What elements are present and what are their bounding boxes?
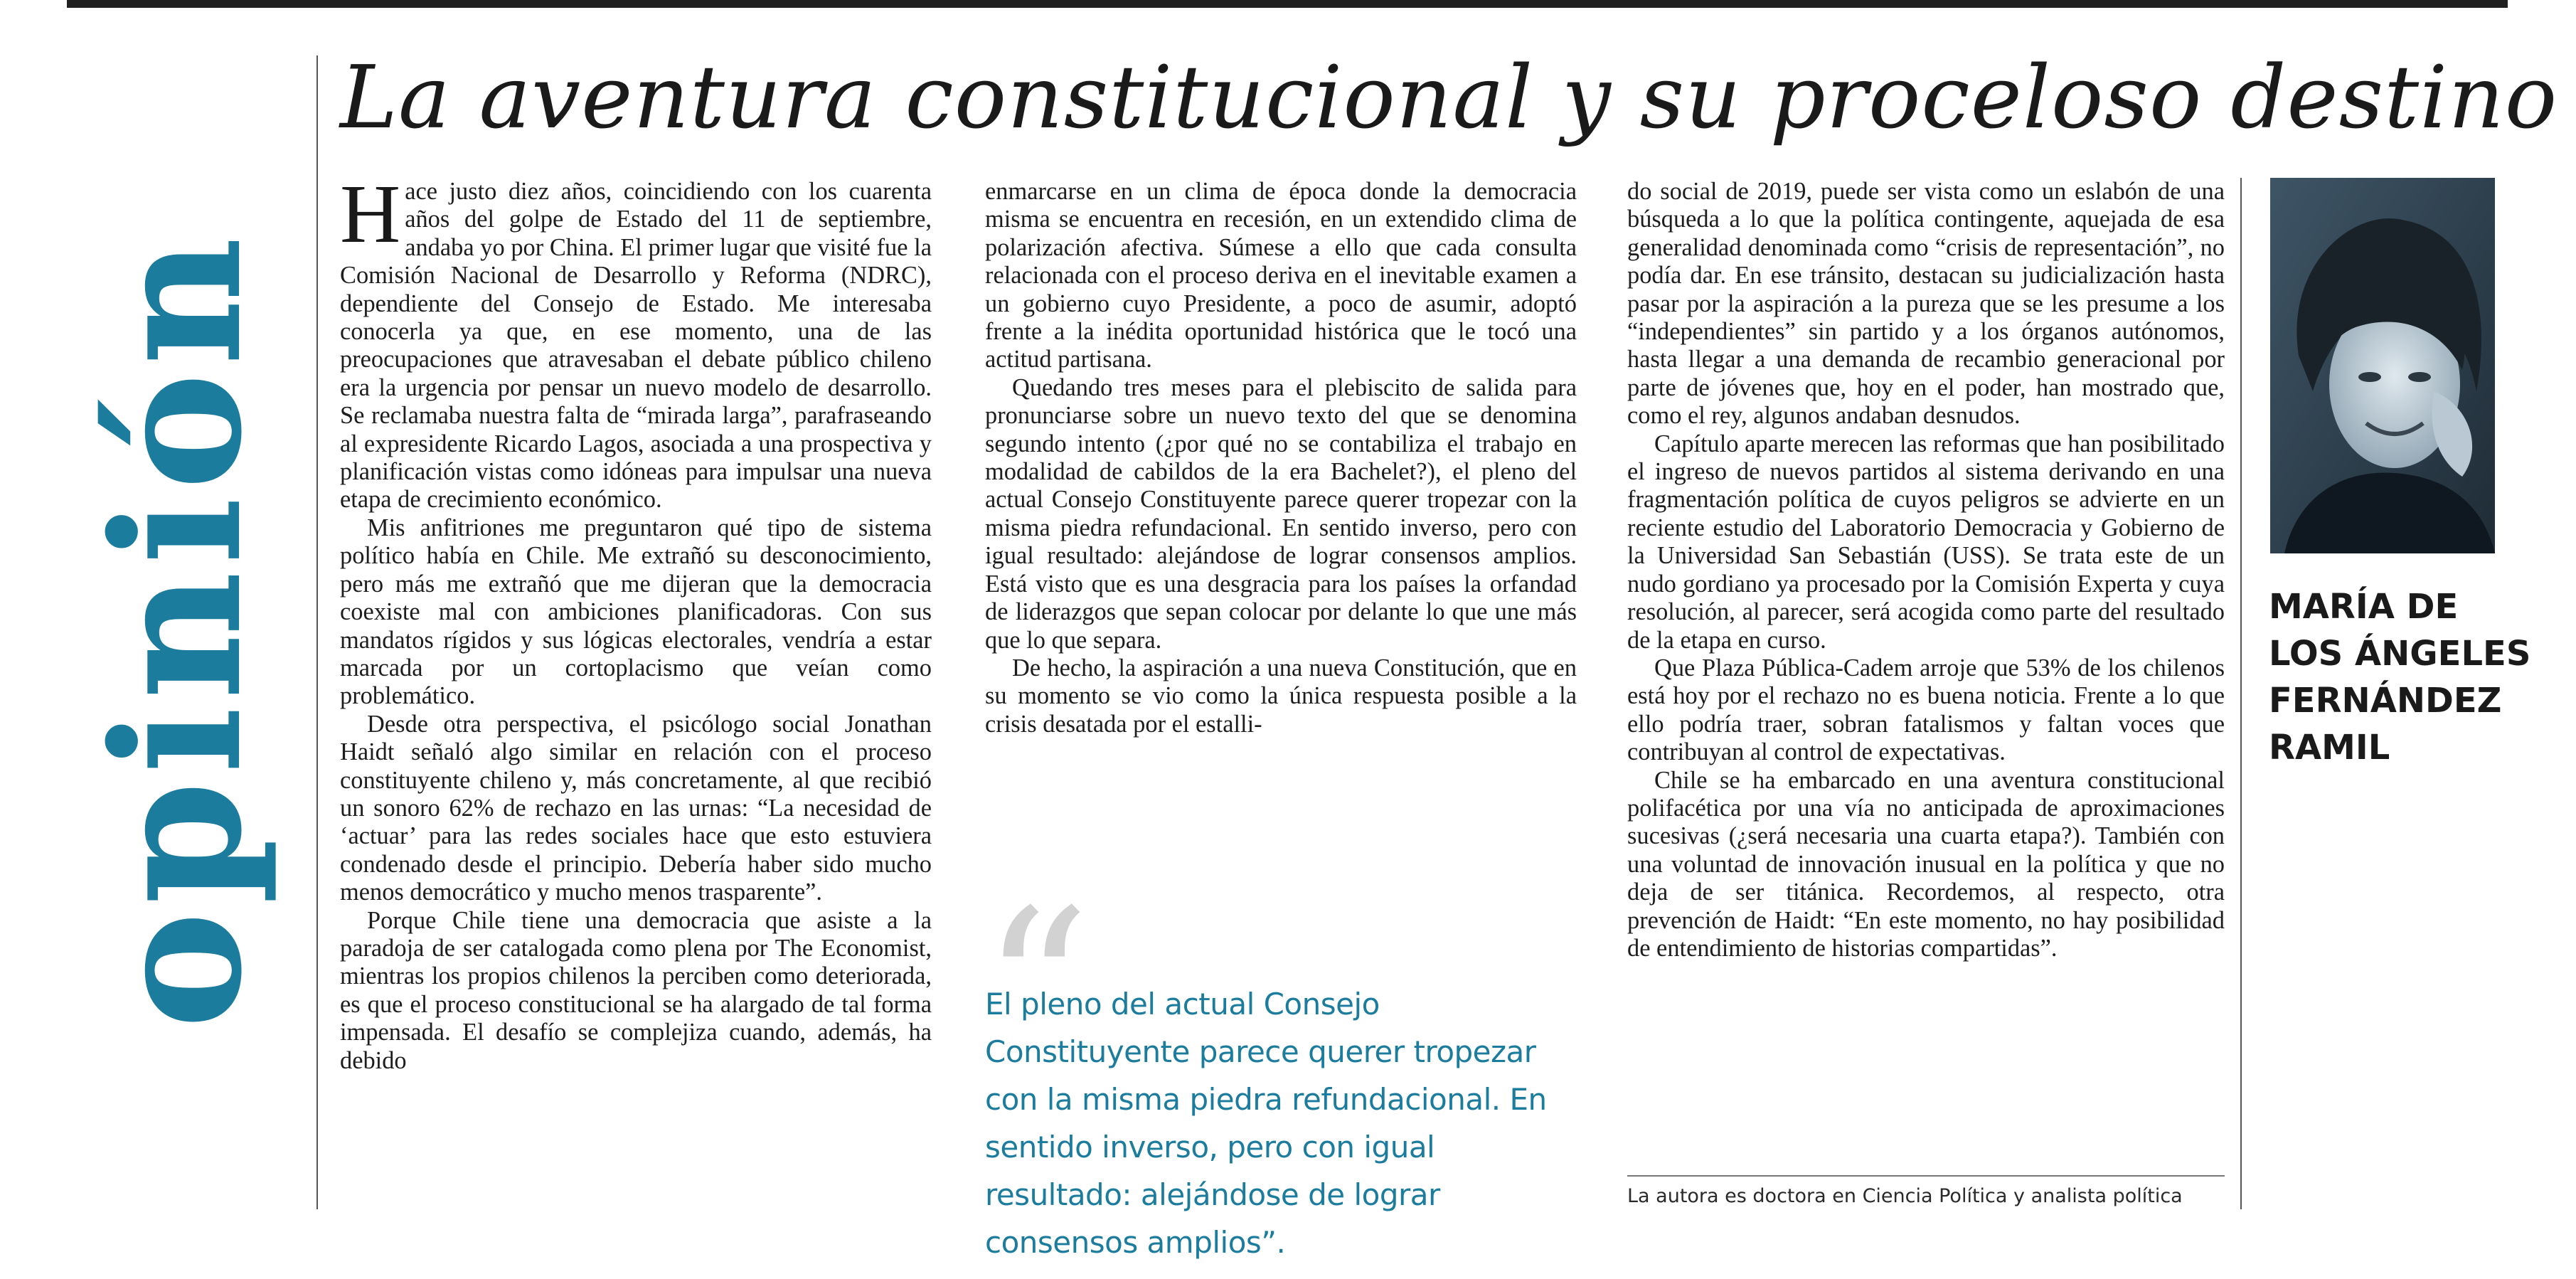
author-name-line: LOS ÁNGELES [2269, 634, 2531, 674]
article-paragraph: Porque Chile tiene una democracia que asiste a la paradoja de ser catalogada como plena por The Economist, mientras los propios chilenos la perciben como deteriorada, es que el proceso constitucional se ha alargado de tal forma impensada. El desafío se complejiza cuando, además, ha debido [340, 906, 932, 1074]
article-paragraph: Quedando tres meses para el plebiscito de salida para pronunciarse sobre un nuevo texto del que se denomina segundo intento (¿por qué no se contabiliza el trabajo en modalidad de cabildos de la era Bachelet?), el pleno del actual Consejo Constituyente parece querer tropezar con la misma piedra refundacional. En sentido inverso, pero con igual resultado: alejándose de lograr consensos amplios. Está visto que es una desgracia para los países la orfandad de liderazgos que sepan colocar por delante lo que une más que lo que separa. [985, 373, 1577, 654]
section-label: opinión [74, 230, 281, 1029]
article-paragraph: Mis anfitriones me preguntaron qué tipo de sistema político había en Chile. Me extrañó su desconocimiento, pero más me extrañó que me dijeran que la democracia coexiste mal con ambiciones planificadoras. Con sus mandatos rígidos y sus lógicas electorales, vendría a estar marcada por un cortoplacismo que veían como problemático. [340, 514, 932, 710]
drop-cap: H [340, 167, 401, 260]
article-paragraph: Que Plaza Pública-Cadem arroje que 53% de los chilenos está hoy por el rechazo no es buena noticia. Frente a lo que ello podría traer, sobran fatalismos y faltan voces que contribuyan al control de expectativas. [1627, 654, 2225, 766]
article-paragraph: De hecho, la aspiración a una nueva Constitución, que en su momento se vio como la única respuesta posible a la crisis desatada por el estalli- [985, 654, 1577, 738]
top-rule [67, 0, 2508, 8]
author-portrait-icon [2270, 178, 2495, 553]
author-photo [2270, 178, 2495, 553]
author-name-line: RAMIL [2269, 728, 2390, 768]
section-label-container [74, 53, 281, 1206]
article-paragraph: Chile se ha embarcado en una aventura constitucional polifacética por una vía no anticipada de aproximaciones sucesivas (¿será necesaria una cuarta etapa?). También con una voluntad de innovación inusual en la política y que no deja de ser titánica. Recordemos, al respecto, otra prevención de Haidt: “En este momento, no hay posibilidad de entendimiento de historias compartidas”. [1627, 766, 2225, 962]
article-paragraph: Hace justo diez años, coincidiendo con los cuarenta años del golpe de Estado del 11 de septiembre, andaba yo por China. El primer lugar que visité fue la Comisión Nacional de Desarrollo y Reforma (NDRC), dependiente del Consejo de Estado. Me interesaba conocerla ya que, en ese momento, una de las preocupaciones que atravesaban el debate público chileno era la urgencia por pensar un nuevo modelo de desarrollo. Se reclamaba nuestra falta de “mirada larga”, parafraseando al expresidente Ricardo Lagos, asociada a una prospectiva y planificación vistas como idóneas para impulsar una nueva etapa de crecimiento económico. [340, 167, 932, 514]
article-column-1 [340, 167, 932, 1075]
footnote-rule [1627, 1175, 2225, 1177]
article-paragraph: Desde otra perspectiva, el psicólogo social Jonathan Haidt señaló algo similar en relación con el proceso constituyente chileno y, más concretamente, al que recibió un sonoro 62% de rechazo en las urnas: “La necesidad de ‘actuar’ para las redes sociales hace que esto estuviera condenado desde el principio. Debería haber sido mucho menos democrático y mucho menos trasparente”. [340, 710, 932, 906]
author-name-line: FERNÁNDEZ [2269, 681, 2502, 721]
pullquote-mark-icon: “ [981, 864, 1091, 1113]
article-paragraph: enmarcarse en un clima de época donde la democracia misma se encuentra en recesión, en un extendido clima de polarización afectiva. Súmese a ello que cada consulta relacionada con el proceso deriva en el inevitable examen a un gobierno cuyo Presidente, a poco de asumir, adoptó frente a la inédita oportunidad histórica que le tocó una actitud partisana. [985, 178, 1577, 373]
article-paragraph: do social de 2019, puede ser vista como un eslabón de una búsqueda a lo que la política contingente, aquejada de esa generalidad denominada como “crisis de representación”, no podía dar. En ese tránsito, destacan su judicialización hasta pasar por la aspiración a la pureza que se les presume a los “independientes” sin partido y a los órganos autónomos, hasta llegar a una demanda de recambio generacional por parte de jóvenes que, hoy en el poder, han mostrado que, como el rey, algunos andaban desnudos. [1627, 178, 2225, 430]
section-divider [316, 55, 318, 1209]
column-divider [2240, 178, 2242, 1209]
article-column-3 [1627, 178, 2225, 962]
pullquote: El pleno del actual Consejo Constituyente parece querer tropezar con la misma piedra refundacional. En sentido inverso, pero con igual resultado: alejándose de lograr consensos amplios”. [985, 987, 1547, 1260]
article-column-2 [985, 178, 1577, 738]
article-paragraph: Capítulo aparte merecen las reformas que han posibilitado el ingreso de nuevos partidos al sistema derivando en una fragmentación política de cuyos peligros se advierte en un reciente estudio del Laboratorio Democracia y Gobierno de la Universidad San Sebastián (USS). Se trata este de un nudo gordiano ya procesado por la Comisión Experta y cuya resolución, al parecer, será acogida como parte del resultado de la etapa en curso. [1627, 430, 2225, 654]
article-headline: La aventura constitucional y su proceloso destino [340, 47, 2558, 148]
author-name-line: MARÍA DE [2269, 587, 2459, 627]
author-name [2269, 583, 2531, 771]
author-footnote: La autora es doctora en Ciencia Política y analista política [1627, 1185, 2183, 1207]
